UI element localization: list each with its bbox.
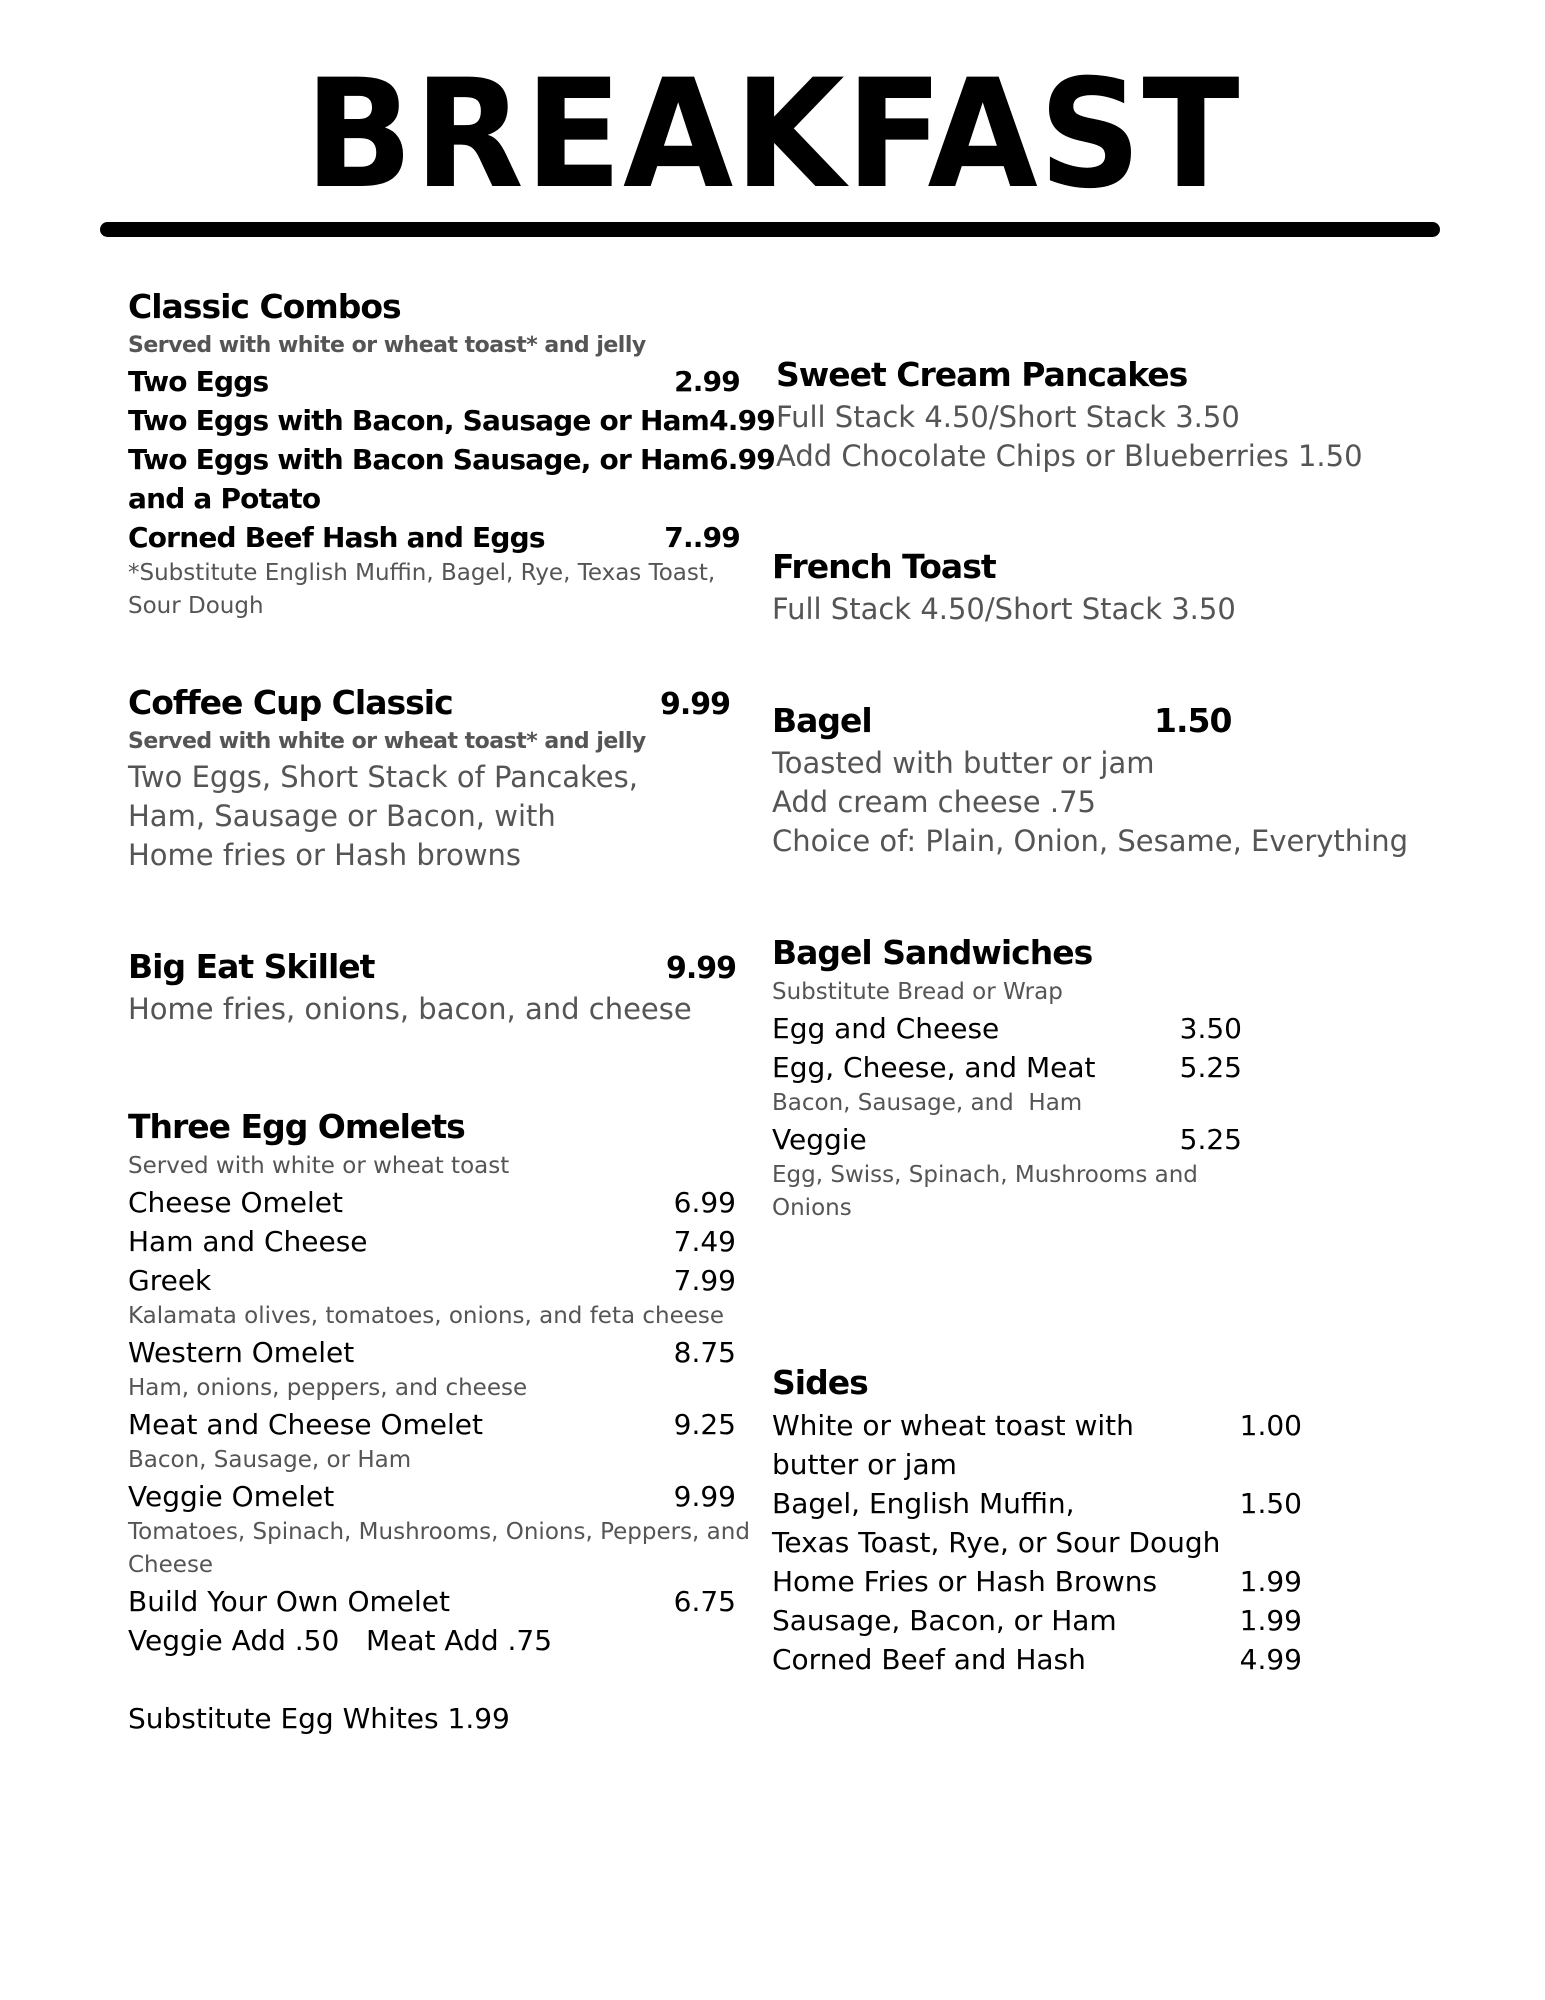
footnote: *Substitute English Muffin, Bagel, Rye, Texas Toast,: [128, 560, 716, 586]
item-description: Kalamata olives, tomatoes, onions, and feta cheese: [128, 1303, 725, 1329]
item-price: 7.49: [673, 1225, 736, 1258]
page-title: BREAKFAST: [304, 48, 1241, 222]
section-note: Served with white or wheat toast: [128, 1153, 510, 1179]
menu-item: [128, 1477, 736, 1516]
item-price: 1.50: [1239, 1487, 1302, 1520]
bagel-sandwiches-section: [772, 930, 1242, 1225]
item-price: 2.99: [674, 365, 740, 398]
menu-item: [128, 362, 740, 401]
item-name: Egg and Cheese: [772, 1012, 1000, 1045]
section-heading: Coffee Cup Classic: [128, 683, 453, 722]
item-price: 9.25: [673, 1408, 736, 1441]
item-description: Ham, Sausage or Bacon, with: [128, 799, 556, 833]
item-name: Western Omelet: [128, 1336, 355, 1369]
item-price: 6.75: [673, 1585, 736, 1618]
item-price: 4.99: [709, 404, 775, 437]
item-description: Two Eggs, Short Stack of Pancakes,: [128, 760, 638, 794]
item-price: 9.99: [659, 687, 730, 722]
footnote: Sour Dough: [128, 593, 264, 619]
menu-item: [772, 1562, 1302, 1601]
big-eat-section: [128, 944, 736, 1029]
menu-item: [128, 1222, 736, 1261]
item-name: Greek: [128, 1264, 212, 1297]
french-toast-section: [772, 544, 1472, 629]
omelets-section: [128, 1104, 750, 1738]
menu-item: [128, 1405, 736, 1444]
item-name-continued: butter or jam: [772, 1448, 957, 1481]
section-header: [772, 698, 1492, 744]
menu-item: [772, 1640, 1302, 1679]
item-price: 3.50: [1179, 1012, 1242, 1045]
menu-item: [128, 401, 775, 440]
section-heading: Bagel Sandwiches: [772, 933, 1093, 972]
item-price: 7.99: [673, 1264, 736, 1297]
title-divider: [100, 222, 1440, 237]
item-description: Home fries, onions, bacon, and cheese: [128, 992, 692, 1026]
item-description: Add Chocolate Chips or Blueberries 1.50: [776, 439, 1363, 473]
section-note: Substitute Bread or Wrap: [772, 979, 1063, 1005]
item-name: Veggie: [772, 1123, 867, 1156]
bagel-section: [772, 698, 1492, 861]
item-price: 1.99: [1239, 1565, 1302, 1598]
section-note: Served with white or wheat toast* and jelly: [128, 729, 646, 754]
item-price: 9.99: [665, 951, 736, 986]
item-name-continued: and a Potato: [128, 482, 321, 515]
menu-item: [128, 1582, 736, 1621]
item-description: Tomatoes, Spinach, Mushrooms, Onions, Peppers, and: [128, 1519, 750, 1545]
item-price: 8.75: [673, 1336, 736, 1369]
item-name: Corned Beef and Hash: [772, 1643, 1086, 1676]
menu-item: [128, 1261, 736, 1300]
item-price: 1.50: [1154, 701, 1232, 740]
item-name: Corned Beef Hash and Eggs: [128, 521, 545, 554]
menu-item: [772, 1406, 1302, 1445]
item-description: Choice of: Plain, Onion, Sesame, Everything: [772, 824, 1409, 858]
item-description: Toasted with butter or jam: [772, 746, 1155, 780]
item-description: Onions: [772, 1195, 852, 1221]
item-price: 1.00: [1239, 1409, 1302, 1442]
item-price: 9.99: [673, 1480, 736, 1513]
menu-item: [772, 1120, 1242, 1159]
item-description: Ham, onions, peppers, and cheese: [128, 1375, 528, 1401]
item-name: Home Fries or Hash Browns: [772, 1565, 1158, 1598]
section-heading: Sweet Cream Pancakes: [776, 355, 1188, 394]
omelet-addons: Veggie Add .50 Meat Add .75: [128, 1624, 553, 1657]
menu-item: [772, 1601, 1302, 1640]
section-heading: Sides: [772, 1363, 868, 1402]
item-description: Full Stack 4.50/Short Stack 3.50: [772, 592, 1236, 626]
item-name: White or wheat toast with: [772, 1409, 1134, 1442]
item-description: Full Stack 4.50/Short Stack 3.50: [776, 400, 1240, 434]
item-description: Home fries or Hash browns: [128, 838, 522, 872]
pancakes-section: [776, 352, 1476, 476]
item-name: Bagel, English Muffin,: [772, 1487, 1075, 1520]
item-name: Veggie Omelet: [128, 1480, 335, 1513]
menu-item: [772, 1484, 1302, 1523]
item-price: 7..99: [664, 521, 740, 554]
menu-item: [128, 518, 740, 557]
section-note: Served with white or wheat toast* and jelly: [128, 333, 646, 358]
item-price: 6.99: [709, 443, 775, 476]
item-name: Meat and Cheese Omelet: [128, 1408, 483, 1441]
item-price: 5.25: [1179, 1051, 1242, 1084]
section-heading: Three Egg Omelets: [128, 1107, 465, 1146]
item-name-continued: Texas Toast, Rye, or Sour Dough: [772, 1526, 1221, 1559]
item-name: Two Eggs: [128, 365, 269, 398]
item-name: Two Eggs with Bacon Sausage, or Ham: [128, 443, 710, 476]
item-description: Add cream cheese .75: [772, 785, 1096, 819]
menu-item: [128, 440, 775, 479]
section-heading: Classic Combos: [128, 287, 401, 326]
item-name: Build Your Own Omelet: [128, 1585, 450, 1618]
item-name: Two Eggs with Bacon, Sausage or Ham: [128, 404, 710, 437]
classic-combos-section: [128, 284, 775, 623]
menu-item: [128, 1333, 736, 1372]
item-name: Cheese Omelet: [128, 1186, 343, 1219]
item-description: Bacon, Sausage, and Ham: [772, 1090, 1083, 1116]
section-header: [128, 680, 730, 726]
item-price: 5.25: [1179, 1123, 1242, 1156]
section-header: [128, 944, 736, 990]
section-heading: Big Eat Skillet: [128, 947, 375, 986]
coffee-cup-section: [128, 680, 730, 875]
egg-whites-note: Substitute Egg Whites 1.99: [128, 1702, 510, 1735]
menu-item: [772, 1048, 1242, 1087]
section-heading: Bagel: [772, 701, 872, 740]
item-name: Sausage, Bacon, or Ham: [772, 1604, 1117, 1637]
item-price: 1.99: [1239, 1604, 1302, 1637]
item-price: 4.99: [1239, 1643, 1302, 1676]
item-description: Bacon, Sausage, or Ham: [128, 1447, 412, 1473]
item-description: Cheese: [128, 1552, 214, 1578]
section-heading: French Toast: [772, 547, 996, 586]
item-name: Egg, Cheese, and Meat: [772, 1051, 1096, 1084]
item-price: 6.99: [673, 1186, 736, 1219]
menu-item: [772, 1009, 1242, 1048]
item-name: Ham and Cheese: [128, 1225, 368, 1258]
menu-item: [128, 1183, 736, 1222]
sides-section: [772, 1360, 1302, 1679]
item-description: Egg, Swiss, Spinach, Mushrooms and: [772, 1162, 1198, 1188]
